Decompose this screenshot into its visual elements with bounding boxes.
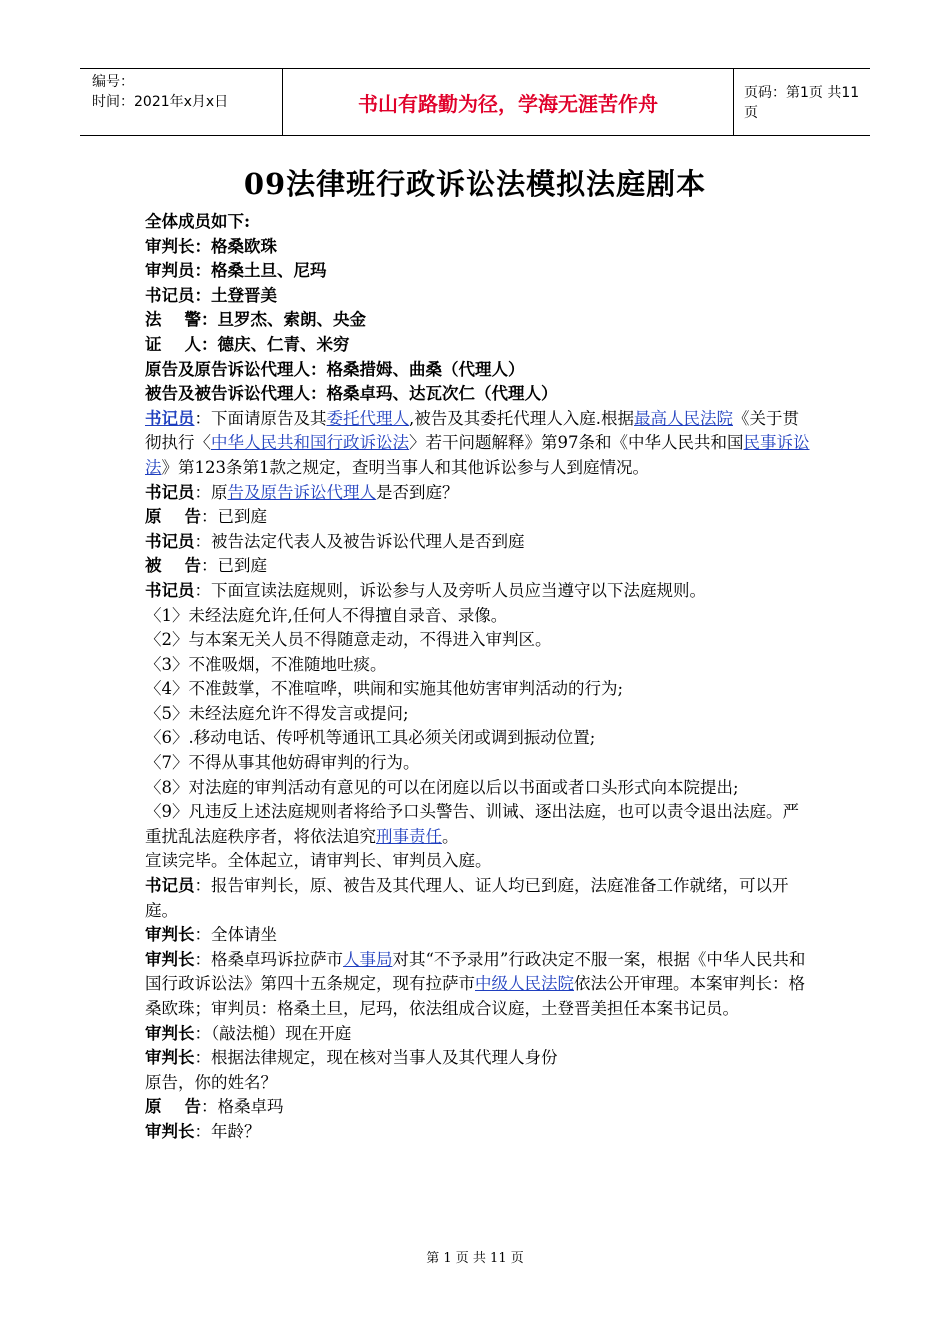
text: ：下面请原告及其	[194, 408, 327, 428]
paragraph	[145, 1022, 810, 1047]
rule-item: 〈3〉不准吸烟，不准随地吐痰。	[145, 654, 387, 674]
paragraph	[145, 481, 810, 506]
header-table	[80, 68, 870, 136]
paragraph	[145, 407, 810, 481]
speaker: 书记员	[145, 482, 195, 502]
link[interactable]: 委托代理人	[326, 408, 409, 428]
link[interactable]: 中华人民共和国行政诉讼法	[211, 433, 409, 453]
text: ：格桑卓玛诉拉萨市	[194, 949, 343, 969]
speaker: 审判长	[145, 925, 195, 945]
speaker: 被 告	[145, 556, 201, 576]
text: ：已到庭	[200, 556, 267, 576]
member-line: 证 人：德庆、仁青、米穷	[145, 334, 350, 354]
member-line: 审判员：格桑土旦、尼玛	[145, 261, 327, 281]
paragraph	[145, 1095, 810, 1120]
text: 。	[442, 826, 459, 846]
rule-item: 〈4〉不准鼓掌，不准喧哗，哄闹和实施其他妨害审判活动的行为;	[145, 679, 624, 699]
paragraph	[145, 1046, 810, 1071]
paragraph	[145, 1120, 810, 1145]
member-line: 法 警：旦罗杰、索朗、央金	[145, 310, 366, 330]
speaker: 审判长	[145, 1048, 195, 1068]
text: 依法公开审理。本案审判长：格桑欧珠；审判员：格桑土旦，尼玛，依法组成合议庭，土登晋美担任本案书记员。	[145, 974, 805, 1018]
paragraph	[145, 923, 810, 948]
page-footer: 第 1 页 共 11 页	[426, 1251, 524, 1266]
speaker-link[interactable]: 书记员	[145, 408, 195, 428]
text: ：全体请坐	[194, 925, 277, 945]
member-line: 原告及原告诉讼代理人：格桑措姆、曲桑（代理人）	[145, 359, 525, 379]
text: ,被告及其委托代理人入庭.根据	[409, 408, 634, 428]
speaker: 原 告	[145, 507, 201, 527]
text: ：报告审判长，原、被告及其代理人、证人均已到庭，法庭准备工作就绪，可以开庭。	[145, 876, 789, 920]
paragraph	[145, 505, 810, 530]
text: ：已到庭	[200, 507, 267, 527]
speaker: 审判长	[145, 1121, 195, 1141]
number-label: 编号：	[92, 74, 134, 90]
speaker: 原 告	[145, 1097, 201, 1117]
rule-item: 〈7〉不得从事其他妨碍审判的行为。	[145, 753, 420, 773]
link[interactable]: 告及原告诉讼代理人	[227, 482, 376, 502]
header-motto: 书山有路勤为径，学海无涯苦作舟	[358, 91, 658, 116]
rule-item: 〈1〉未经法庭允许,任何人不得擅自录音、录像。	[145, 605, 508, 625]
text: 〈9〉凡违反上述法庭规则者将给予口头警告、训诫、逐出法庭，也可以责令退出法庭。严重扰乱法庭秩序者，将依法追究	[145, 802, 799, 846]
rule-item: 〈8〉对法庭的审判活动有意见的可以在闭庭以后以书面或者口头形式向本院提出;	[145, 777, 739, 797]
text: 《关于贯彻执行〈	[145, 408, 799, 453]
link[interactable]: 民事诉讼法	[145, 433, 810, 477]
text: 〉若干问题解释》第97条和《中华人民共和国	[409, 433, 744, 453]
speaker: 书记员	[145, 580, 195, 600]
member-line: 审判长：格桑欧珠	[145, 236, 277, 256]
header-meta	[80, 69, 282, 135]
paragraph	[145, 874, 810, 923]
link[interactable]: 中级人民法院	[475, 974, 574, 994]
paragraph	[145, 948, 810, 1022]
document-body	[145, 210, 810, 1145]
text: ：被告法定代表人及被告诉讼代理人是否到庭	[194, 531, 525, 551]
link[interactable]: 人事局	[343, 949, 393, 969]
text: ：年龄？	[194, 1121, 261, 1141]
paragraph: 原告，你的姓名？	[145, 1072, 277, 1092]
text: 》第123条第1款之规定，查明当事人和其他诉讼参与人到庭情况。	[161, 457, 649, 477]
text: ：下面宣读法庭规则，诉讼参与人及旁听人员应当遵守以下法庭规则。	[194, 580, 706, 600]
header-motto-cell	[282, 69, 734, 135]
text: 对其“不予录用”行政决定不服一案，根据《中华人民共和国行政诉讼法》第四十五条规定，现有拉萨市	[145, 949, 806, 994]
date-label: 时间：2021年x月x日	[92, 94, 229, 110]
paragraph	[145, 579, 810, 604]
text: ：（敲法槌）现在开庭	[194, 1023, 352, 1043]
header-page-info: 页码：第1页 共11页	[744, 85, 860, 121]
speaker: 书记员	[145, 876, 195, 896]
member-line: 被告及被告诉讼代理人：格桑卓玛、达瓦次仁（代理人）	[145, 384, 558, 404]
paragraph: 宣读完毕。全体起立，请审判长、审判员入庭。	[145, 851, 492, 871]
speaker: 审判长	[145, 949, 195, 969]
rule-item	[145, 800, 810, 849]
text: 是否到庭？	[376, 482, 459, 502]
rule-item: 〈6〉.移动电话、传呼机等通讯工具必须关闭或调到振动位置;	[145, 728, 596, 748]
speaker: 书记员	[145, 531, 195, 551]
link[interactable]: 刑事责任	[376, 826, 442, 846]
text: ：原	[194, 482, 228, 502]
paragraph	[145, 554, 810, 579]
rule-item: 〈2〉与本案无关人员不得随意走动，不得进入审判区。	[145, 630, 552, 650]
text: ：格桑卓玛	[200, 1097, 284, 1117]
paragraph	[145, 530, 810, 555]
document-title: 09法律班行政诉讼法模拟法庭剧本	[243, 167, 707, 201]
text: ：根据法律规定，现在核对当事人及其代理人身份	[194, 1048, 558, 1068]
member-line: 书记员：土登晋美	[145, 285, 277, 305]
member-line: 全体成员如下:	[145, 212, 251, 231]
rule-item: 〈5〉未经法庭允许不得发言或提问;	[145, 703, 409, 723]
link[interactable]: 最高人民法院	[634, 408, 733, 428]
speaker: 审判长	[145, 1023, 195, 1043]
